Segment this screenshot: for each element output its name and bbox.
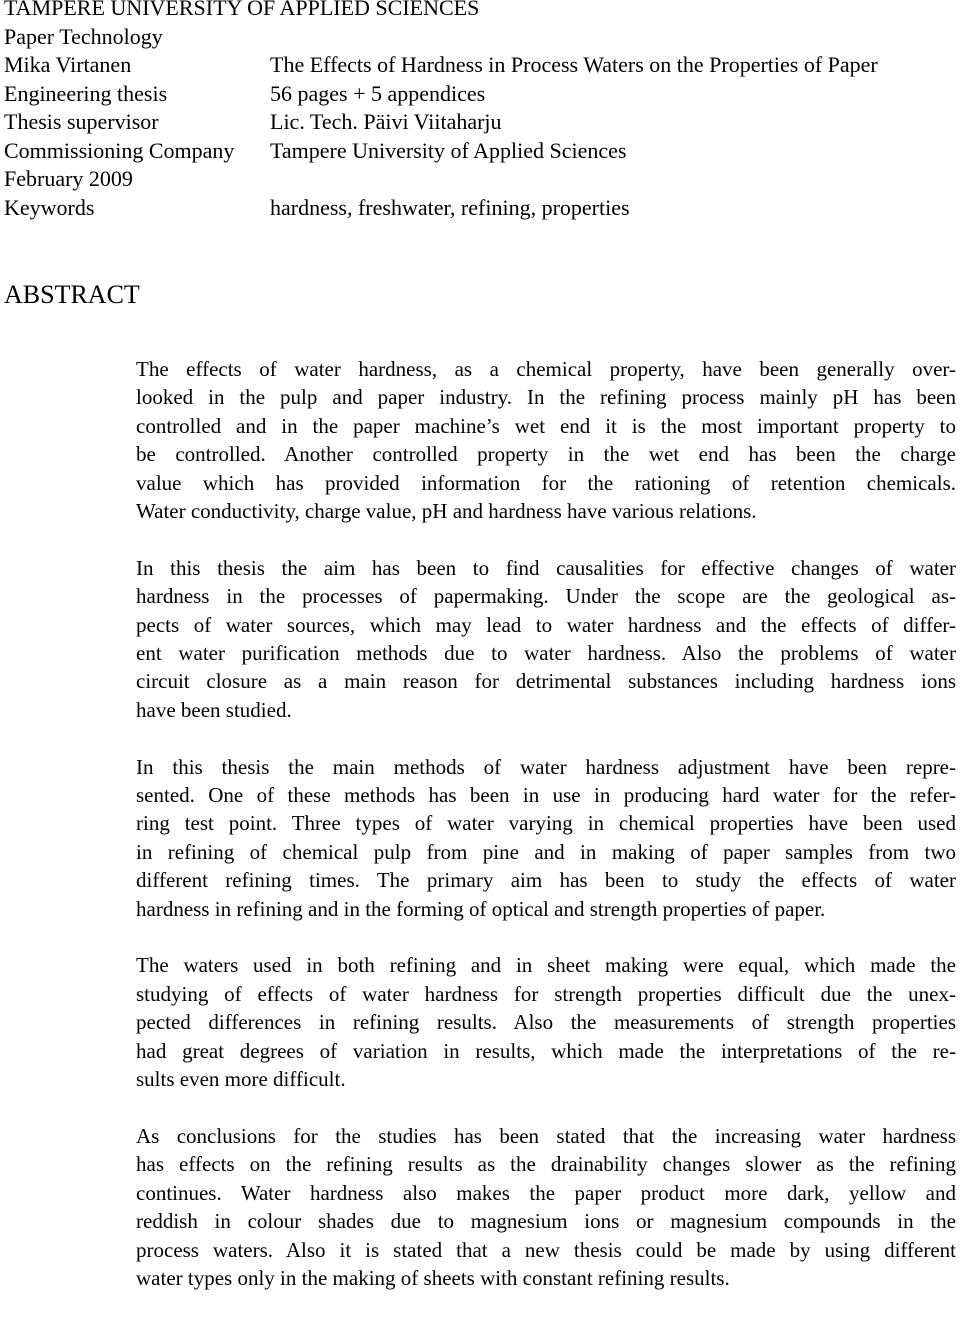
text-line: The waters used in both refining and in sheet making were equal, which made the <box>136 953 956 978</box>
supervisor-label: Thesis supervisor <box>4 109 159 134</box>
text-line: The effects of water hardness, as a chemical property, have been generally over- <box>136 357 956 381</box>
degree-programme: Paper Technology <box>4 23 163 49</box>
thesis-type: Engineering thesis <box>4 80 168 106</box>
text-line: have been studied. <box>136 697 292 722</box>
text-line: studying of effects of water hardness for strength properties difficult due the unex- <box>136 981 956 1006</box>
abstract-body <box>136 355 956 1321</box>
text-line: ring test point. Three types of water varying in chemical properties have been used <box>136 811 956 836</box>
text-line: in refining of chemical pulp from pine and in making of paper samples from two <box>136 839 956 864</box>
meta-supervisor-row <box>4 108 954 137</box>
abstract-heading: ABSTRACT <box>4 280 140 309</box>
abstract-paragraph <box>136 554 956 724</box>
text-line: had great degrees of variation in results, which made the interpretations of the re- <box>136 1038 956 1063</box>
abstract-paragraph <box>136 951 956 1093</box>
thesis-title: The Effects of Hardness in Process Waters on the Properties of Paper <box>270 52 878 77</box>
text-line: pects of water sources, which may lead to water hardness and the effects of differ- <box>136 612 956 637</box>
institution-name: TAMPERE UNIVERSITY OF APPLIED SCIENCES <box>4 0 480 20</box>
thesis-date: February 2009 <box>4 166 133 191</box>
meta-institution-row <box>4 0 954 23</box>
meta-date-row <box>4 165 954 194</box>
abstract-paragraph <box>136 1122 956 1292</box>
keywords-value: hardness, freshwater, refining, properties <box>270 194 630 220</box>
text-line: circuit closure as a main reason for detrimental substances including hardness ions <box>136 669 956 694</box>
text-line: reddish in colour shades due to magnesium ions or magnesium compounds in the <box>136 1209 956 1234</box>
abstract-paragraph <box>136 753 956 923</box>
text-line: pected differences in refining results. Also the measurements of strength properties <box>136 1010 956 1035</box>
text-line: As conclusions for the studies has been stated that the increasing water hardness <box>136 1123 956 1148</box>
abstract-paragraph <box>136 355 956 525</box>
meta-programme-row <box>4 23 954 52</box>
author-name: Mika Virtanen <box>4 52 132 77</box>
text-line: continues. Water hardness also makes the paper product more dark, yellow and <box>136 1180 956 1205</box>
text-line: In this thesis the aim has been to find causalities for effective changes of water <box>136 555 956 580</box>
thesis-metadata <box>4 0 954 222</box>
text-line: different refining times. The primary aim has been to study the effects of water <box>136 868 956 893</box>
text-line: has effects on the refining results as the drainability changes slower as the refining <box>136 1152 956 1177</box>
supervisor-name: Lic. Tech. Päivi Viitaharju <box>270 109 502 134</box>
text-line: In this thesis the main methods of water hardness adjustment have been repre- <box>136 754 956 779</box>
commissioning-company: Tampere University of Applied Sciences <box>270 137 627 163</box>
text-line: be controlled. Another controlled property in the wet end has been the charge <box>136 442 956 467</box>
page-count: 56 pages + 5 appendices <box>270 80 486 106</box>
keywords-label: Keywords <box>4 194 95 220</box>
text-line: hardness in refining and in the forming of optical and strength properties of paper. <box>136 896 826 921</box>
text-line: water types only in the making of sheets with constant refining results. <box>136 1265 730 1290</box>
text-line: process waters. Also it is stated that a new thesis could be made by using different <box>136 1237 956 1262</box>
meta-commissioning-row <box>4 137 954 166</box>
meta-type-row <box>4 80 954 109</box>
text-line: looked in the pulp and paper industry. In the refining process mainly pH has been <box>136 385 956 410</box>
text-line: ent water purification methods due to water hardness. Also the problems of water <box>136 641 956 666</box>
text-line: value which has provided information for the rationing of retention chemicals. <box>136 470 956 495</box>
text-line: sented. One of these methods has been in use in producing hard water for the refer- <box>136 783 956 808</box>
commissioning-label: Commissioning Company <box>4 137 235 163</box>
meta-keywords-row <box>4 194 954 223</box>
text-line: sults even more difficult. <box>136 1067 346 1092</box>
text-line: hardness in the processes of papermaking. Under the scope are the geological as- <box>136 584 956 609</box>
text-line: Water conductivity, charge value, pH and hardness have various relations. <box>136 499 757 524</box>
meta-author-row <box>4 51 954 80</box>
text-line: controlled and in the paper machine’s wet end it is the most important property to <box>136 413 956 438</box>
